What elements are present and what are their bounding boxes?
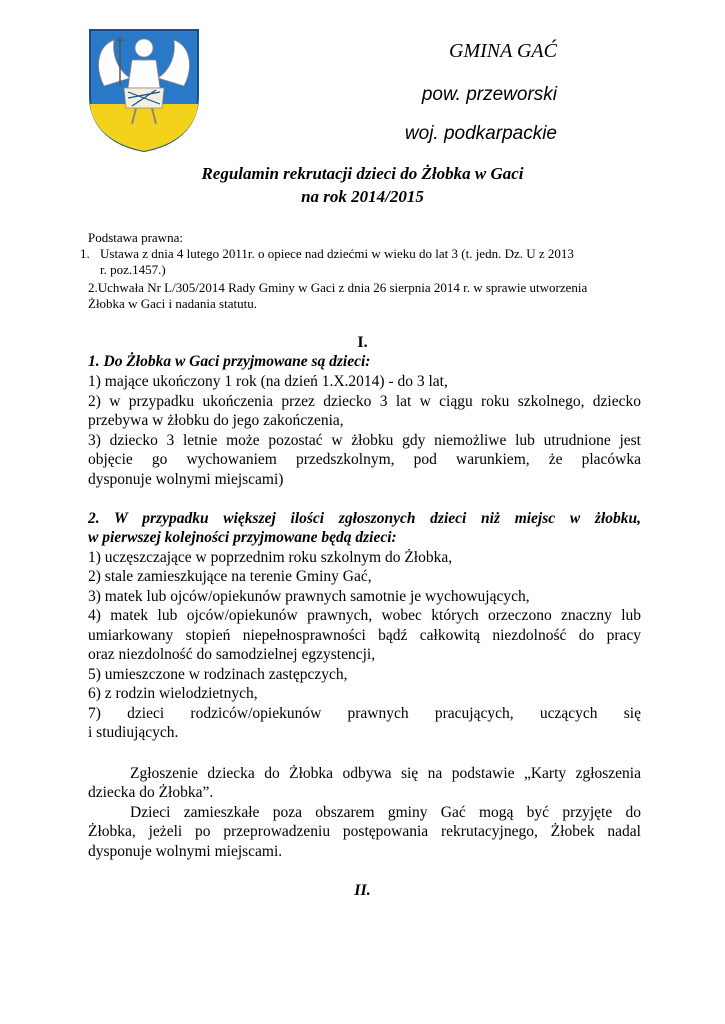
voivodeship-name: woj. podkarpackie: [404, 123, 557, 144]
list-item: 2) w przypadku ukończenia przez dziecko 3 lat w ciągu roku szkolnego, dziecko: [88, 393, 641, 410]
list-item: 5) umieszczone w rodzinach zastępczych,: [88, 666, 348, 683]
section1-paragraph2-heading-line2: w pierwszej kolejności przyjmowane będą dzieci:: [88, 529, 397, 546]
list-item: dysponuje wolnymi miejscami): [88, 471, 284, 488]
legal-basis-item1-line1: Ustawa z dnia 4 lutego 2011r. o opiece nad dziećmi w wieku do lat 3 (t. jedn. Dz. U z 2013: [100, 246, 574, 261]
coat-of-arms-logo: [84, 26, 204, 153]
list-item: i studiujących.: [88, 724, 179, 741]
legal-basis-item2-line1: 2.Uchwała Nr L/305/2014 Rady Gminy w Gaci z dnia 26 sierpnia 2014 r. w sprawie utworzenia: [88, 280, 588, 295]
list-item: 4) matek lub ojców/opiekunów prawnych, wobec których orzeczono znaczny lub: [88, 607, 641, 624]
legal-basis-item1-line2: r. poz.1457.): [100, 262, 166, 277]
county-name: pow. przeworski: [421, 84, 557, 105]
list-item: umiarkowany stopień niepełnosprawności bądź całkowitą niezdolność do pracy: [88, 627, 641, 644]
nonresident-paragraph-line2: Żłobka, jeżeli po przeprowadzeniu postępowania rekrutacyjnego, Żłobek nadal: [88, 823, 641, 840]
list-item: 7) dzieci rodziców/opiekunów prawnych pracujących, uczących się: [88, 705, 641, 722]
municipality-name: GMINA GAĆ: [449, 40, 557, 62]
list-item: 1) mające ukończony 1 rok (na dzień 1.X.2014) - do 3 lat,: [88, 373, 448, 390]
document-title-line1: Regulamin rekrutacji dzieci do Żłobka w Gaci: [201, 164, 524, 183]
list-item: 3) matek lub ojców/opiekunów prawnych samotnie je wychowujących,: [88, 588, 530, 605]
section1-paragraph1-heading: 1. Do Żłobka w Gaci przyjmowane są dzieci:: [88, 353, 371, 370]
application-paragraph-line1: Zgłoszenie dziecka do Żłobka odbywa się na podstawie „Karty zgłoszenia: [130, 765, 641, 782]
nonresident-paragraph-line1: Dzieci zamieszkałe poza obszarem gminy Gać mogą być przyjęte do: [130, 804, 641, 821]
list-item: 6) z rodzin wielodzietnych,: [88, 685, 258, 702]
list-item: 3) dziecko 3 letnie może pozostać w żłobku gdy niemożliwe lub utrudnione jest: [88, 432, 641, 449]
legal-basis-heading: Podstawa prawna:: [88, 230, 183, 245]
section1-paragraph2-heading-line1: 2. W przypadku większej ilości zgłoszonych dzieci niż miejsc w żłobku,: [88, 510, 641, 527]
list-item: przebywa w żłobku do jego zakończenia,: [88, 412, 344, 429]
legal-basis-item2-line2: Żłobka w Gaci i nadania statutu.: [88, 296, 257, 311]
list-item: 1) uczęszczające w poprzednim roku szkolnym do Żłobka,: [88, 549, 453, 566]
legal-basis-item1-number: 1.: [80, 246, 90, 261]
section-numeral-1: I.: [357, 334, 368, 351]
list-item: 2) stale zamieszkujące na terenie Gminy Gać,: [88, 568, 372, 585]
list-item: objęcie go wychowaniem przedszkolnym, pod warunkiem, że placówka: [88, 451, 641, 468]
document-title-line2: na rok 2014/2015: [301, 187, 424, 206]
application-paragraph-line2: dziecka do Żłobka”.: [88, 784, 214, 801]
nonresident-paragraph-line3: dysponuje wolnymi miejscami.: [88, 843, 283, 860]
section-numeral-2: II.: [354, 882, 371, 899]
list-item: oraz niezdolność do samodzielnej egzystencji,: [88, 646, 376, 663]
